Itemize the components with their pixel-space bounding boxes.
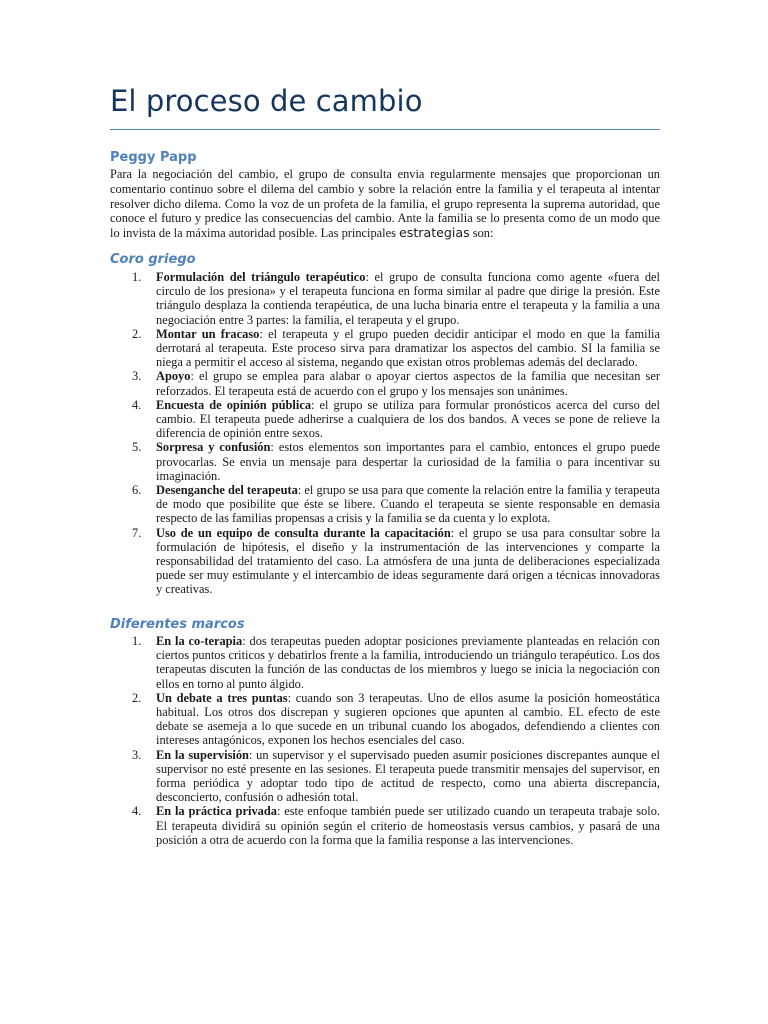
coro-griego-list (110, 270, 660, 597)
list-item (110, 398, 660, 441)
item-term: Sorpresa y confusión (156, 440, 271, 455)
item-text: : el grupo se usa para consultar sobre la formulación de hipótesis, el diseño y la instrumentación de las intervenciones y comparte la responsabilidad del tratamiento del caso. La atmósfera de una junta de deliberaciones especializada puede ser muy estimulante y el intercambio de ideas seguramente dará origen a técnicas innovadoras y creativas. (156, 525, 661, 597)
author-heading: Peggy Papp (110, 150, 197, 165)
item-text: : el grupo se utiliza para formular pronósticos acerca del curso del cambio. El terapeuta puede adherirse a cualquiera de los dos bandos. A veces se pone de relieve la diferencia de opinión entre sexos. (156, 397, 660, 441)
list-item (110, 634, 660, 691)
item-number: 1. (132, 634, 142, 648)
section-heading-diferentes-marcos: Diferentes marcos (110, 617, 245, 632)
diferentes-marcos-list (110, 634, 660, 847)
item-term: Uso de un equipo de consulta durante la capacitación (156, 525, 451, 540)
list-item (110, 526, 660, 597)
item-number: 1. (132, 270, 142, 284)
list-item (110, 691, 660, 748)
item-text: : el grupo se emplea para alabar o apoyar ciertos aspectos de la familia que necesitan ser reforzados. El terapeuta está de acuerdo con el grupo y los mensajes son unánimes. (156, 369, 660, 398)
intro-tail: son: (469, 226, 494, 241)
item-term: Formulación del triángulo terapéutico (156, 270, 366, 284)
item-term: Un debate a tres puntas (156, 690, 288, 705)
title-divider (110, 129, 660, 130)
item-term: Apoyo (156, 369, 191, 384)
item-text: : este enfoque también puede ser utilizado cuando un terapeuta trabaje solo. El terapeuta dividirá su opinión según el criterio de homeostasis versus cambios, y pasará de una posición a otra de acuerdo con la forma que la familia response a las intervenciones. (156, 804, 660, 847)
item-text: : dos terapeutas pueden adoptar posiciones previamente planteadas en relación con ciertos puntos criticos y debatirlos frente a la familia, introduciendo un triángulo terapéutico. Los dos terapeutas discuten la función de las conductas de los miembros y luego se inicia la negociación con ellos en torno al punto álgido. (156, 634, 660, 691)
item-number: 2. (132, 690, 142, 705)
item-number: 7. (132, 525, 142, 540)
list-item (110, 440, 660, 483)
item-text: : cuando son 3 terapeutas. Uno de ellos asume la posición homeostática habitual. Los otros dos discrepan y sugieren opciones que apunten al cambio. EL efecto de este debate se asemeja a lo que sucede en un tribunal cuando los abogados, defendiendo a clientes con intereses antagónicos, exponen los hechos esenciales del caso. (156, 690, 660, 748)
intro-paragraph (110, 167, 660, 241)
intro-text: Para la negociación del cambio, el grupo de consulta envia regularmente mensajes que proporcionan un comentario continuo sobre el dilema del cambio y sobre la relación entre la familia y el terapeuta al intentar resolver dicho dilema. Como la voz de un profeta de la familia, el grupo representa la suprema autoridad, que conoce el futuro y predice las consecuencias del cambio. Ante la familia se lo presenta como de un modo que lo invista de la máxima autoridad posible. Las principales (110, 167, 660, 241)
item-term: En la co-terapia (156, 634, 243, 648)
item-text: : el grupo de consulta funciona como agente «fuera del circulo de los presiona» y el terapeuta funciona en forma similar al padre que dirige la presión. Este triángulo desplaza la contienda terapéutica, de una lucha binaria entre el terapeuta y la familia a una negociación entre 3 partes: la familia, el terapeuta y el grupo. (156, 270, 661, 327)
item-term: En la supervisión (156, 747, 249, 762)
item-number: 5. (132, 440, 142, 455)
list-item (110, 748, 660, 805)
list-item (110, 804, 660, 847)
item-text: : el grupo se usa para que comente la relación entre la familia y terapeuta de modo que posibilite que éste se libere. Cuando el terapeuta se siente responsable en demasia respecto de las familias propensas a crisis y la familia se da cuenta y lo explota. (156, 483, 660, 526)
page-title: El proceso de cambio (110, 84, 423, 118)
item-number: 3. (132, 747, 142, 762)
list-item (110, 369, 660, 397)
item-text: : un supervisor y el supervisado pueden asumir posiciones discrepantes aunque el supervisor no esté presente en las sesiones. El terapeuta puede transmitir mensajes del supervisor, en forma periódica y adoptar todo tipo de actitud de respecto, como una abierta discrepancia, desconcierto, confusión o adhesión total. (156, 747, 660, 805)
item-term: Encuesta de opinión pública (156, 397, 312, 412)
item-number: 4. (132, 397, 142, 412)
item-text: : estos elementos son importantes para el cambio, entonces el grupo puede provocarlas. Se envia un mensaje para despertar la curiosidad de la familia o para incentivar su imaginación. (156, 440, 660, 483)
item-number: 3. (132, 369, 142, 384)
item-number: 4. (132, 804, 142, 819)
intro-highlight: estrategias (399, 225, 470, 241)
item-text: : el terapeuta y el grupo pueden decidir anticipar el modo en que la familia derrotará al terapeuta. Este proceso sirva para dramatizar los aspectos del cambio. SI la familia se niega a permitir el acceso al sistema, negando que existan otros problemas además del declarado. (156, 326, 660, 370)
list-item (110, 483, 660, 526)
section-heading-coro-griego: Coro griego (110, 252, 196, 267)
list-item (110, 327, 660, 370)
item-term: Desenganche del terapeuta (156, 483, 298, 498)
item-number: 6. (132, 483, 142, 498)
list-item (110, 270, 660, 327)
item-number: 2. (132, 326, 142, 341)
item-term: En la práctica privada (156, 804, 277, 819)
item-term: Montar un fracaso (156, 326, 260, 341)
